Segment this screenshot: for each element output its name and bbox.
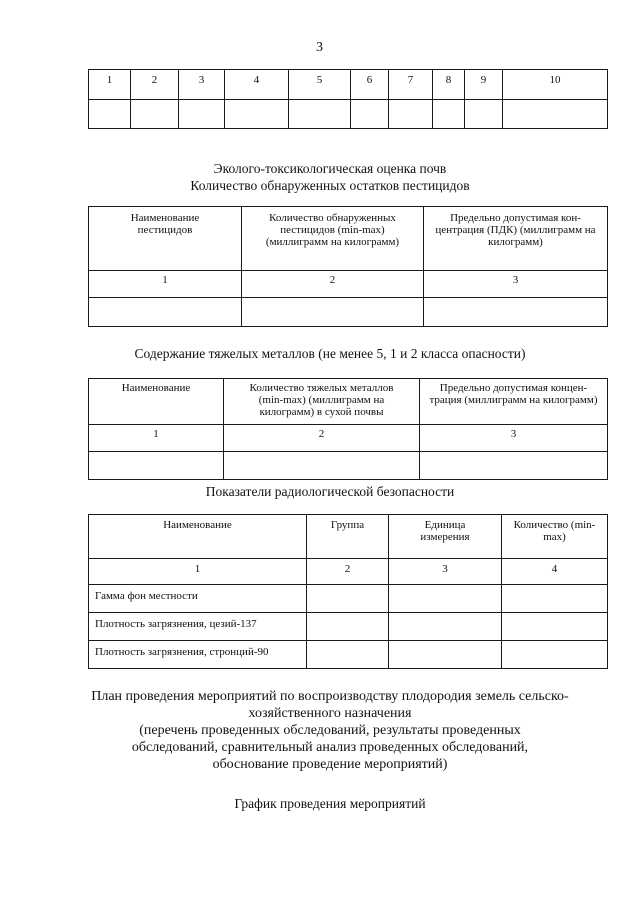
metals-table: [88, 378, 608, 480]
row-strontium-90: Плотность загрязнения, стронций-90: [89, 641, 307, 669]
table-header-cell: 5: [289, 70, 351, 100]
header-pesticide-name: Наименование пестицидов: [89, 207, 242, 271]
table-header-cell: 7: [389, 70, 433, 100]
table-header-cell: 3: [179, 70, 225, 100]
empty-cell: [89, 100, 131, 129]
empty-cell: [433, 100, 465, 129]
row-gamma-background: Гамма фон местности: [89, 585, 307, 613]
schedule-title: График проведения мероприятий: [234, 796, 426, 811]
header-pesticide-limit: Предельно допустимая кон- центрация (ПДК) (миллиграмм на килограмм): [424, 207, 608, 271]
radio-table: [88, 514, 608, 669]
table-header-cell: 10: [503, 70, 608, 100]
empty-cell: [503, 100, 608, 129]
empty-cell: [420, 452, 608, 480]
column-number: 2: [307, 559, 389, 585]
column-number: 1: [89, 559, 307, 585]
empty-cell: [89, 298, 242, 327]
table-header-cell: 2: [131, 70, 179, 100]
pesticides-table: [88, 206, 608, 327]
empty-cell: [351, 100, 389, 129]
plan-line1: План проведения мероприятий по воспроизводству плодородия земель сельско-: [91, 689, 569, 704]
empty-cell: [502, 613, 608, 641]
empty-cell: [131, 100, 179, 129]
column-number: 4: [502, 559, 608, 585]
empty-cell: [225, 100, 289, 129]
table-header-cell: 8: [433, 70, 465, 100]
plan-line2: хозяйственного назначения: [248, 706, 412, 721]
plan-line4: обследований, сравнительный анализ проведенных обследований,: [131, 740, 529, 755]
empty-cell: [389, 585, 502, 613]
radio-title: Показатели радиологической безопасности: [205, 484, 455, 499]
column-number: 2: [242, 271, 424, 298]
header-radio-group: Группа: [307, 515, 389, 559]
column-number: 3: [420, 425, 608, 452]
empty-cell: [465, 100, 503, 129]
metals-title: Содержание тяжелых металлов (не менее 5, 1 и 2 класса опасности): [134, 346, 526, 361]
pesticides-title-line2: Количество обнаруженных остатков пестицидов: [190, 178, 470, 193]
header-metal-name: Наименование: [89, 379, 224, 425]
empty-cell: [424, 298, 608, 327]
header-metal-amount: Количество тяжелых металлов (min-max) (миллиграмм на килограмм) в сухой почвы: [224, 379, 420, 425]
column-number: 2: [224, 425, 420, 452]
table-header-cell: 6: [351, 70, 389, 100]
pesticides-title: [60, 160, 600, 194]
header-radio-name: Наименование: [89, 515, 307, 559]
table-header-cell: 4: [225, 70, 289, 100]
empty-cell: [389, 613, 502, 641]
empty-cell: [289, 100, 351, 129]
empty-cell: [389, 641, 502, 669]
column-number: 3: [424, 271, 608, 298]
plan-line3: (перечень проведенных обследований, результаты проведенных: [139, 723, 521, 738]
empty-cell: [389, 100, 433, 129]
table-header-cell: 9: [465, 70, 503, 100]
plan-heading: [40, 688, 620, 773]
top-table: [88, 69, 608, 129]
column-number: 1: [89, 425, 224, 452]
column-number: 1: [89, 271, 242, 298]
empty-cell: [502, 585, 608, 613]
header-metal-limit: Предельно допустимая концен- трация (миллиграмм на килограмм): [420, 379, 608, 425]
header-pesticide-amount: Количество обнаруженных пестицидов (min-max) (миллиграмм на килограмм): [242, 207, 424, 271]
header-radio-unit: Единица измерения: [389, 515, 502, 559]
row-cesium-137: Плотность загрязнения, цезий-137: [89, 613, 307, 641]
column-number: 3: [389, 559, 502, 585]
page-number: 3: [316, 40, 323, 55]
empty-cell: [307, 613, 389, 641]
pesticides-title-line1: Эколого-токсикологическая оценка почв: [213, 161, 447, 176]
empty-cell: [179, 100, 225, 129]
empty-cell: [242, 298, 424, 327]
empty-cell: [224, 452, 420, 480]
empty-cell: [307, 641, 389, 669]
empty-cell: [502, 641, 608, 669]
table-header-cell: 1: [89, 70, 131, 100]
plan-line5: обоснование проведение мероприятий): [212, 757, 448, 772]
empty-cell: [307, 585, 389, 613]
header-radio-quantity: Количество (min-max): [502, 515, 608, 559]
empty-cell: [89, 452, 224, 480]
